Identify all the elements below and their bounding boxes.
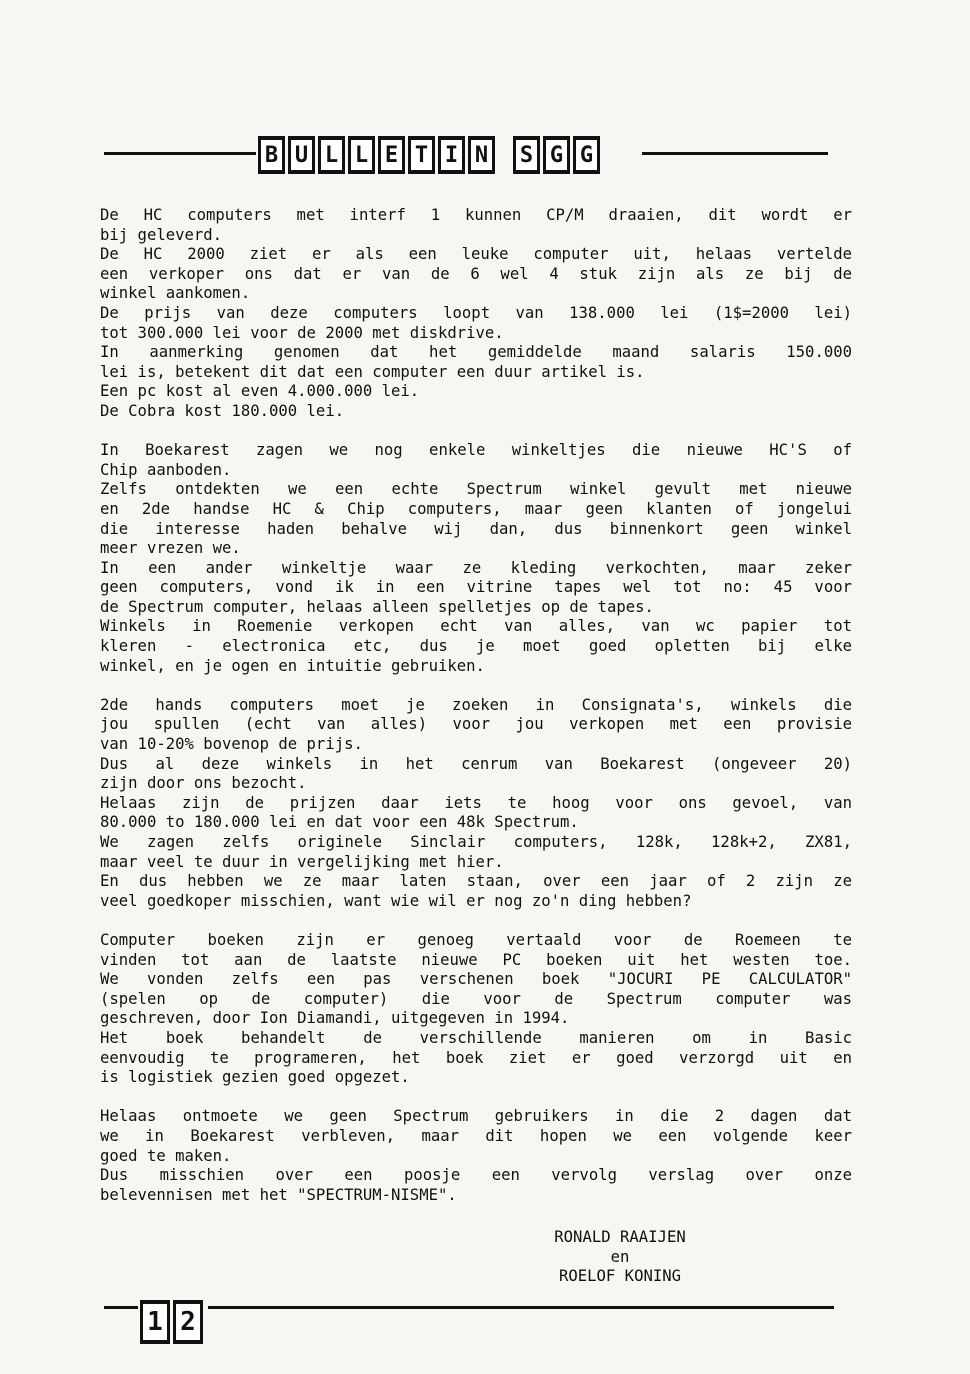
paragraph-closing: [100, 1107, 852, 1205]
text-line: geschreven, door Ion Diamandi, uitgegeven in 1994.: [100, 1009, 570, 1028]
masthead-letter: B: [258, 136, 285, 174]
masthead-letter: G: [543, 136, 570, 174]
text-line: veel goedkoper misschien, want wie wil er nog zo'n ding hebben?: [100, 891, 692, 910]
page-number: [140, 1300, 203, 1344]
masthead-letter: E: [378, 136, 405, 174]
text-line: Winkels in Roemenie verkopen echt van alles, van wc papier tot: [100, 617, 852, 636]
text-line: De prijs van deze computers loopt van 138.000 lei (1$=2000 lei): [100, 303, 852, 322]
author-name: ROELOF KONING: [558, 1267, 682, 1286]
text-line: winkel, en je ogen en intuitie gebruiken.: [100, 656, 485, 675]
paragraph-second-hand: [100, 696, 852, 912]
text-line: meer vrezen we.: [100, 539, 241, 558]
text-line: In Boekarest zagen we nog enkele winkeltjes die nieuwe HC'S of: [100, 441, 852, 460]
text-line: van 10-20% bovenop de prijs.: [100, 735, 363, 754]
text-line: lei is, betekent dit dat een computer een duur artikel is.: [100, 362, 645, 381]
text-line: 80.000 to 180.000 lei en dat voor een 48k Spectrum.: [100, 813, 579, 832]
bottom-rule-right: [208, 1306, 834, 1309]
paragraph-shops: [100, 441, 852, 676]
text-line: De HC 2000 ziet er als een leuke computer uit, helaas vertelde: [100, 245, 852, 264]
text-line: jou spullen (echt van alles) voor jou verkopen met een provisie: [100, 715, 852, 734]
text-line: de Spectrum computer, helaas alleen spelletjes op de tapes.: [100, 597, 654, 616]
text-line: We vonden zelfs een pas verschenen boek "JOCURI PE CALCULATOR": [100, 970, 852, 989]
text-line: tot 300.000 lei voor de 2000 met diskdrive.: [100, 323, 504, 342]
text-line: Zelfs ontdekten we een echte Spectrum winkel gevult met nieuwe: [100, 480, 852, 499]
masthead-letter: N: [468, 136, 495, 174]
text-line: Het boek behandelt de verschillende manieren om in Basic: [100, 1028, 852, 1047]
masthead-letter: T: [408, 136, 435, 174]
text-line: winkel aankomen.: [100, 284, 251, 303]
top-rule: [104, 152, 256, 155]
text-line: Computer boeken zijn er genoeg vertaald voor de Roemeen te: [100, 930, 852, 949]
top-rule-right: [642, 152, 828, 155]
page-digit: 2: [173, 1300, 203, 1344]
text-line: Helaas ontmoete we geen Spectrum gebruikers in die 2 dagen dat: [100, 1107, 852, 1126]
text-line: kleren - electronica etc, dus je moet goed opletten bij elke: [100, 637, 852, 656]
text-line: belevennisen met het "SPECTRUM-NISME".: [100, 1185, 457, 1204]
masthead-bulletin-sgg: [258, 136, 600, 174]
text-line: een verkoper ons dat er van de 6 wel 4 stuk zijn als ze bij de: [100, 264, 852, 283]
masthead-letter: I: [438, 136, 465, 174]
text-line: Dus al deze winkels in het cenrum van Boekarest (ongeveer 20): [100, 754, 852, 773]
author-name: RONALD RAAIJEN: [554, 1228, 686, 1246]
text-line: en 2de handse HC & Chip computers, maar geen klanten of jongelui: [100, 499, 852, 518]
page-digit: 1: [140, 1300, 170, 1344]
text-line: die interesse haden behalve wij dan, dus binnenkort geen winkel: [100, 519, 852, 538]
text-line: Helaas zijn de prijzen daar iets te hoog voor ons gevoel, van: [100, 793, 852, 812]
text-line: 2de hands computers moet je zoeken in Consignata's, winkels die: [100, 695, 852, 714]
text-line: Dus misschien over een poosje een vervolg verslag over onze: [100, 1166, 852, 1185]
text-line: We zagen zelfs originele Sinclair computers, 128k, 128k+2, ZX81,: [100, 833, 852, 851]
text-line: zijn door ons bezocht.: [100, 774, 307, 793]
masthead-letter: L: [318, 136, 345, 174]
bottom-rule: [104, 1306, 138, 1309]
text-line: De HC computers met interf 1 kunnen CP/M draaien, dit wordt er: [100, 206, 852, 224]
text-line: In een ander winkeltje waar ze kleding verkochten, maar zeker: [100, 558, 852, 577]
text-line: De Cobra kost 180.000 lei.: [100, 401, 345, 420]
text-line: goed te maken.: [100, 1146, 232, 1165]
paragraph-books: [100, 931, 852, 1088]
text-line: (spelen op de computer) die voor de Spectrum computer was: [100, 989, 852, 1008]
text-line: we in Boekarest verbleven, maar dit hopen we een volgende keer: [100, 1126, 852, 1145]
text-line: geen computers, vond ik in een vitrine tapes wel tot no: 45 voor: [100, 578, 852, 597]
text-line: In aanmerking genomen dat het gemiddelde maand salaris 150.000: [100, 343, 852, 362]
text-line: is logistiek gezien goed opgezet.: [100, 1068, 410, 1087]
text-line: bij geleverd.: [100, 225, 223, 244]
text-line: Chip aanboden.: [100, 460, 232, 479]
masthead-letter: S: [513, 136, 540, 174]
paragraph-prices: [100, 206, 852, 422]
text-line: eenvoudig te programeren, het boek ziet er goed verzorgd uit en: [100, 1048, 852, 1067]
article-body: [100, 206, 852, 1205]
masthead-letter: L: [348, 136, 375, 174]
text-line: vinden tot aan de laatste nieuwe PC boeken uit het westen toe.: [100, 950, 852, 969]
text-line: Een pc kost al even 4.000.000 lei.: [100, 382, 420, 401]
masthead-letter: U: [288, 136, 315, 174]
author-conjunction: en: [610, 1247, 630, 1266]
masthead-letter: G: [573, 136, 600, 174]
text-line: En dus hebben we ze maar laten staan, over een jaar of 2 zijn ze: [100, 872, 852, 891]
text-line: maar veel te duur in vergelijking met hier.: [100, 852, 504, 871]
signature-block: [540, 1228, 700, 1287]
